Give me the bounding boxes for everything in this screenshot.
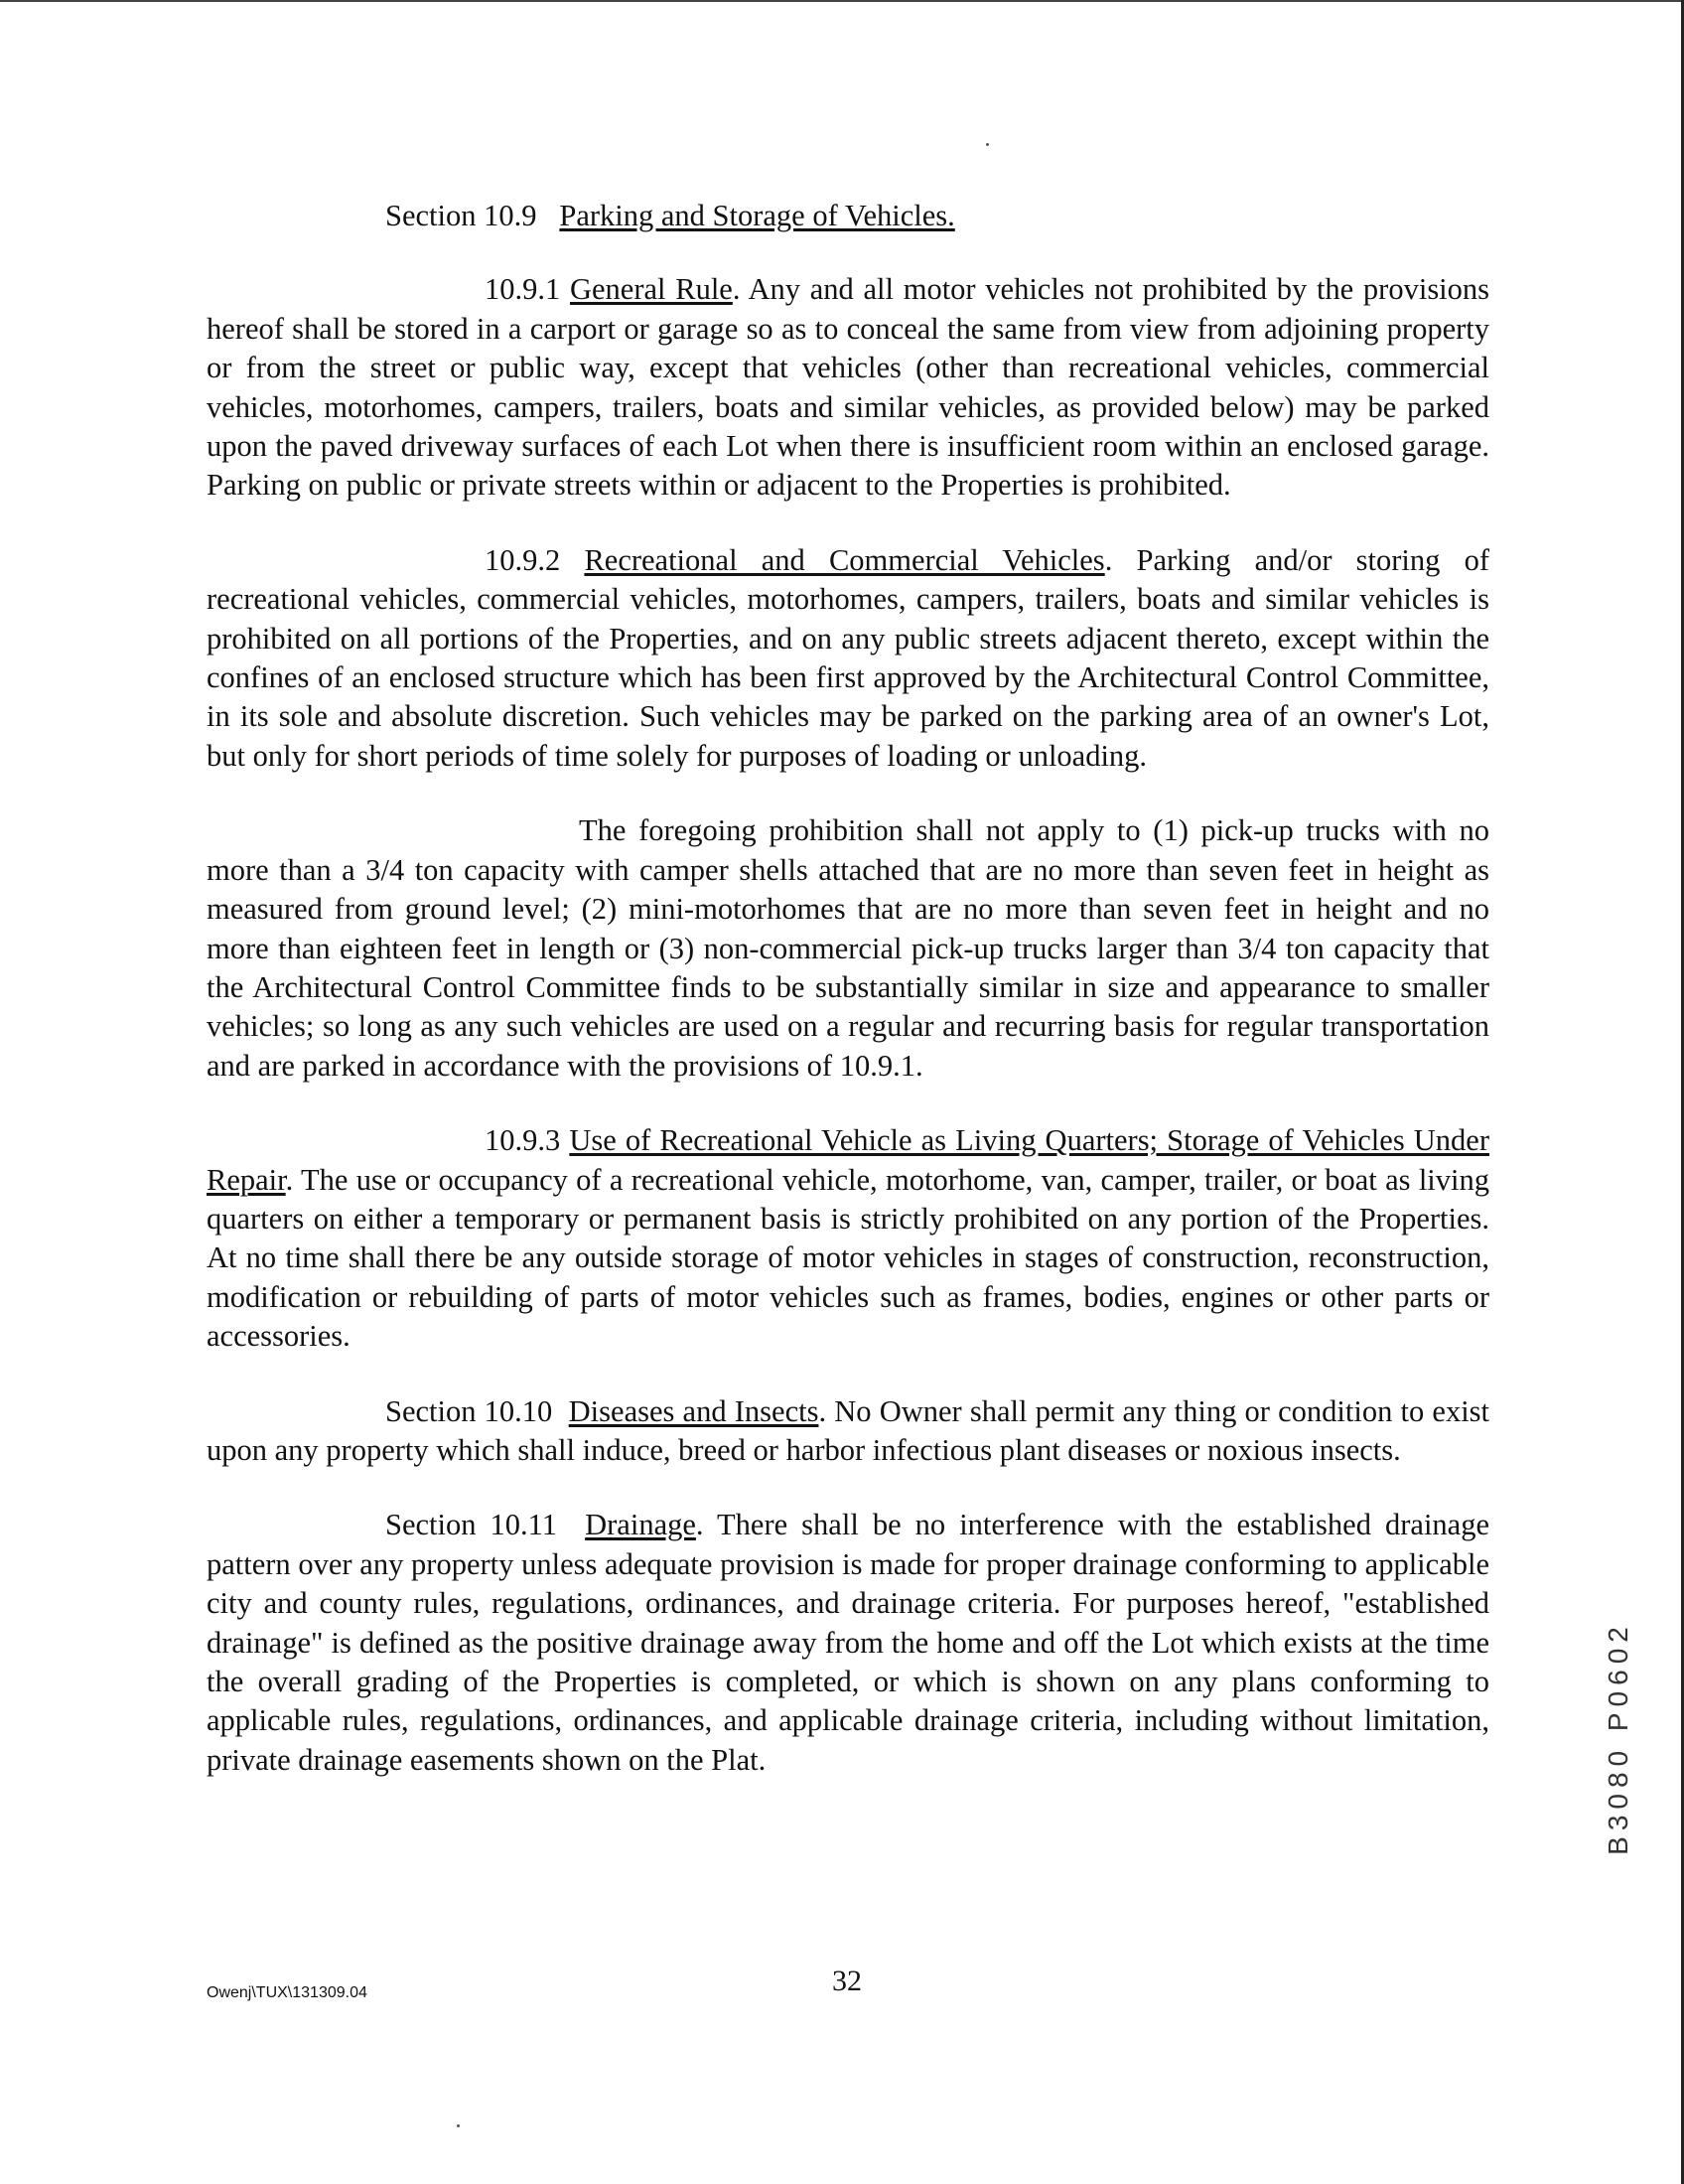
subsection-10-9-2-continuation-text: The foregoing prohibition shall not apply to (1) pick-up trucks with no more than a 3/4 ton capacity with camper shells attached that are no more than seven feet in height as measured from ground level; (2) mini-motorhomes that are no more than seven feet in height and no more than eighteen feet in length or (3) non-commercial pick-up trucks larger than 3/4 ton capacity that the Architectural Control Committee finds to be substantially similar in size and appearance to smaller vehicles; so long as any such vehicles are used on a regular and recurring basis for regular transportation and are parked in accordance with the provisions of 10.9.1.	[207, 813, 1489, 1083]
section-10-11	[207, 1506, 1489, 1780]
subsection-10-9-3-title: Use of Recreational Vehicle as Living Quarters; Storage of Vehicles Under Repair	[207, 1123, 1490, 1197]
recording-stamp-text: B3080 P0602	[1603, 1621, 1633, 1855]
subsection-10-9-2-number: 10.9.2	[485, 542, 561, 577]
subsection-10-9-3-body: . The use or occupancy of a recreational vehicle, motorhome, van, camper, trailer, or boat as living quarters on either a temporary or permanent basis is strictly prohibited on any portion of the Properties. At no time shall there be any outside storage of motor vehicles in stages of construction, reconstruction, modification or rebuilding of parts of motor vehicles such as frames, bodies, engines or other parts or accessories.	[207, 1162, 1489, 1354]
section-10-9-heading	[207, 197, 1489, 235]
subsection-10-9-1-number: 10.9.1	[485, 272, 561, 307]
subsection-10-9-1-body: . Any and all motor vehicles not prohibited by the provisions hereof shall be stored in a carport or garage so as to conceal the same from view from adjoining property or from the street or public way, except that vehicles (other than recreational vehicles, commercial vehicles, motorhomes, campers, trailers, boats and similar vehicles, as provided below) may be parked upon the paved driveway surfaces of each Lot when there is insufficient room within an enclosed garage. Parking on public or private streets within or adjacent to the Properties is prohibited.	[207, 272, 1490, 503]
section-10-9-number: Section 10.9	[385, 199, 537, 232]
scan-speck	[986, 143, 989, 146]
subsection-10-9-2	[207, 541, 1489, 776]
page-number: 32	[832, 1965, 862, 1997]
document-body	[207, 197, 1489, 1816]
file-reference: Owenj\TUX\131309.04	[207, 1984, 367, 2001]
subsection-10-9-3-number: 10.9.3	[485, 1123, 561, 1158]
section-10-11-body: . There shall be no interference with the established drainage pattern over any property unless adequate provision is made for proper drainage conforming to applicable city and county rules, regulations, ordinances, and drainage criteria. For purposes hereof, "established drainage" is defined as the positive drainage away from the home and off the Lot which exists at the time the overall grading of the Properties is completed, or which is shown on any plans conforming to applicable rules, regulations, ordinances, and applicable drainage criteria, including without limitation, private drainage easements shown on the Plat.	[207, 1508, 1489, 1777]
section-10-9-title: Parking and Storage of Vehicles.	[559, 199, 955, 232]
subsection-10-9-2-title: Recreational and Commercial Vehicles	[584, 542, 1105, 577]
section-10-10-title: Diseases and Insects	[568, 1393, 819, 1428]
subsection-10-9-2-continuation	[207, 811, 1489, 1086]
section-10-10	[207, 1392, 1489, 1471]
section-10-11-title: Drainage	[585, 1508, 696, 1542]
scan-speck	[457, 2124, 460, 2127]
subsection-10-9-1	[207, 270, 1489, 505]
section-10-10-number: Section 10.10	[385, 1393, 553, 1428]
subsection-10-9-2-body: . Parking and/or storing of recreational vehicles, commercial vehicles, motorhomes, campers, trailers, boats and similar vehicles is prohibited on all portions of the Properties, and on any public streets adjacent thereto, except within the confines of an enclosed structure which has been first approved by the Architectural Control Committee, in its sole and absolute discretion. Such vehicles may be parked on the parking area of an owner's Lot, but only for short periods of time solely for purposes of loading or unloading.	[207, 542, 1489, 773]
section-10-11-number: Section 10.11	[385, 1508, 558, 1542]
subsection-10-9-3	[207, 1121, 1489, 1356]
section-10-10-body: . No Owner shall permit any thing or condition to exist upon any property which shall induce, breed or harbor infectious plant diseases or noxious insects.	[207, 1393, 1490, 1467]
page-top-edge	[0, 0, 1684, 2]
subsection-10-9-1-title: General Rule	[569, 272, 733, 307]
recording-stamp	[1599, 1569, 1638, 1907]
